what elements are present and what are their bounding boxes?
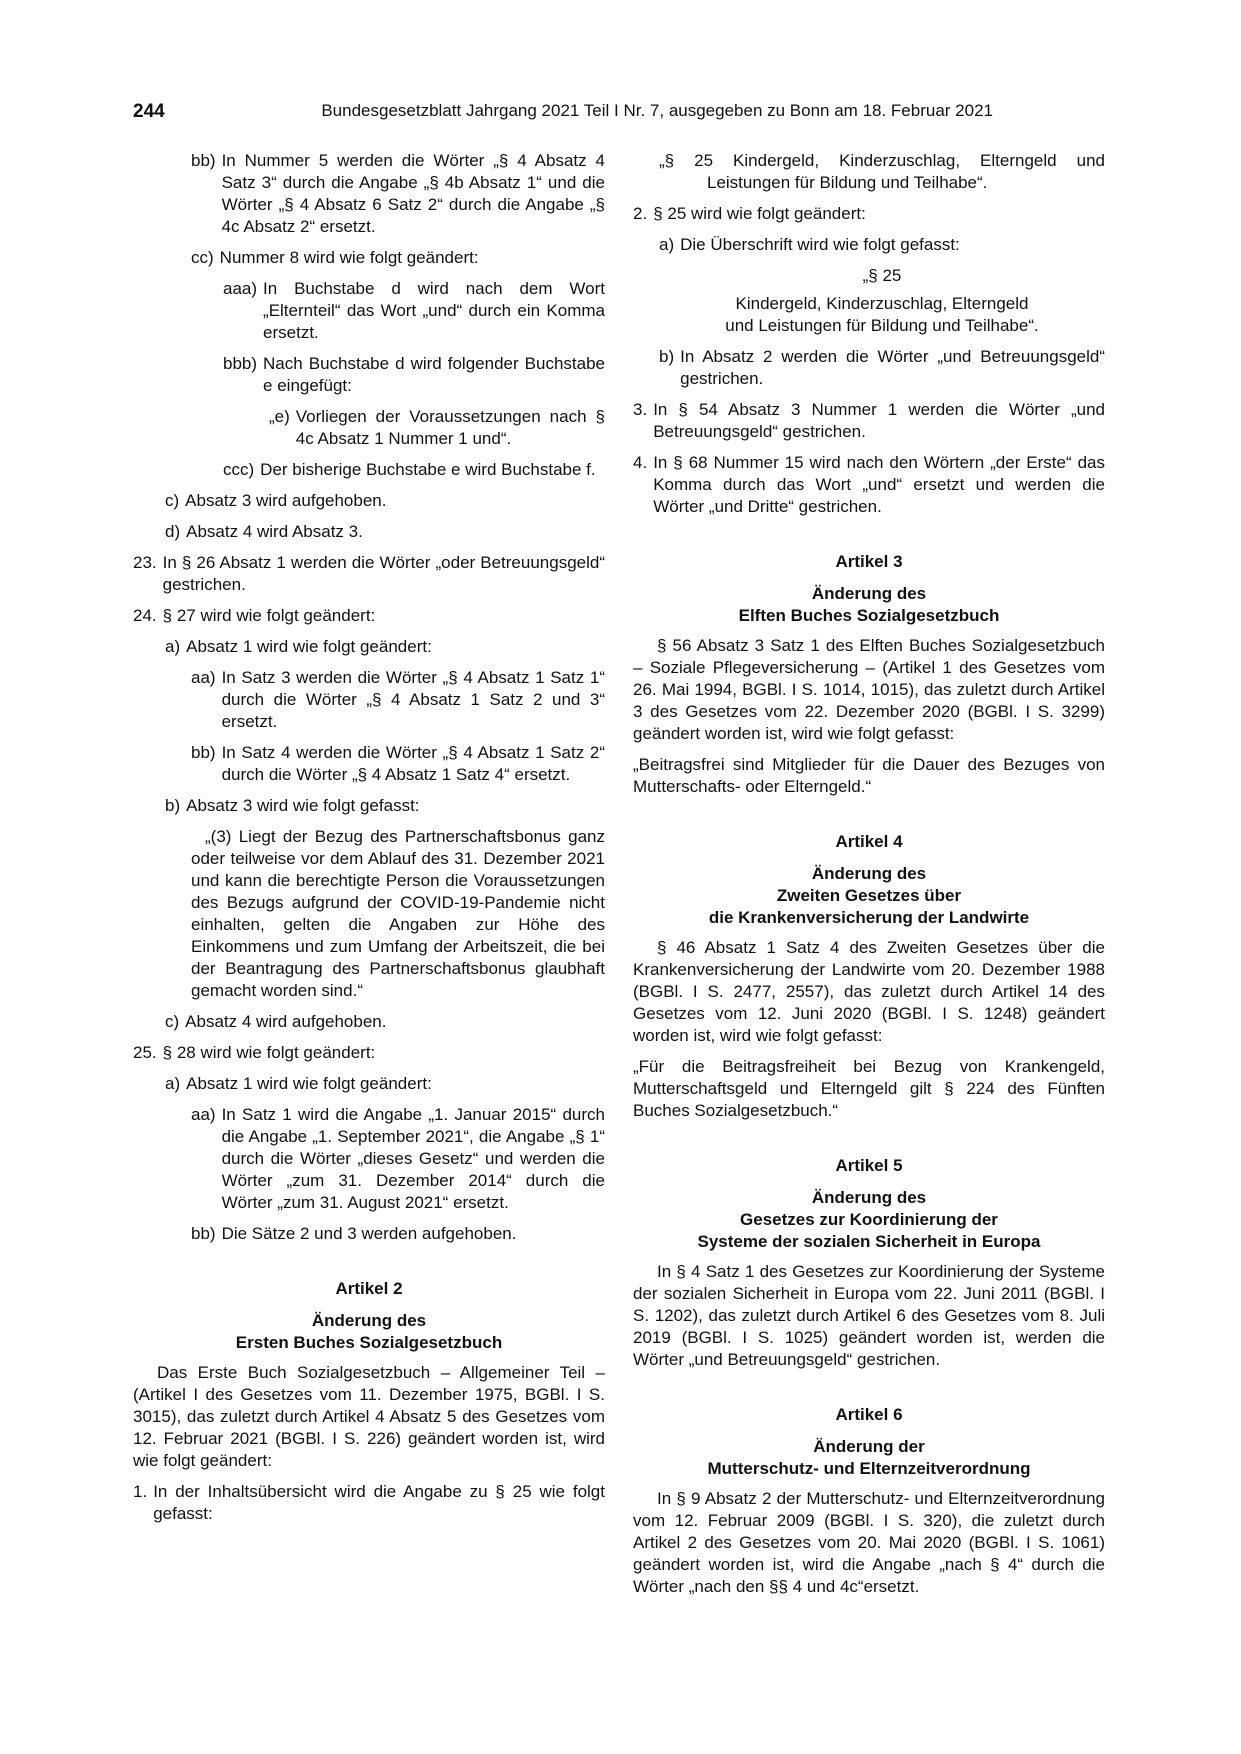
- item-text: Absatz 4 wird Absatz 3.: [186, 522, 363, 541]
- item-text: In Satz 4 werden die Wörter „§ 4 Absatz 1 Satz 2“ durch die Wörter „§ 4 Absatz 1 Satz 4“ ersetzt.: [221, 743, 605, 784]
- amendment-25: [133, 1042, 605, 1064]
- running-head: Bundesgesetzblatt Jahrgang 2021 Teil I Nr. 7, ausgegeben zu Bonn am 18. Februar 2021: [321, 101, 993, 120]
- article-2-item-1: [133, 1481, 605, 1525]
- right-column: [633, 150, 1105, 1607]
- item-label: ccc): [223, 460, 255, 479]
- item-text: Die Sätze 2 und 3 werden aufgehoben.: [221, 1224, 517, 1243]
- item-label: 23.: [133, 553, 157, 572]
- amendment-25-aa: [191, 1104, 605, 1214]
- item-text: Nach Buchstabe d wird folgender Buchstabe e eingefügt:: [263, 354, 605, 395]
- item-label: bb): [191, 1224, 216, 1243]
- item-label: „e): [269, 407, 290, 426]
- amendment-d: [165, 521, 605, 543]
- item-label: cc): [191, 248, 214, 267]
- item-label: c): [165, 491, 180, 510]
- item-label: bb): [191, 743, 216, 762]
- article-4-subtitle: Änderung des: [811, 864, 927, 883]
- item-label: 24.: [133, 606, 157, 625]
- article-3-subtitle: Elften Buches Sozialgesetzbuch: [738, 606, 1000, 625]
- article-2-heading: Artikel 2: [335, 1279, 403, 1298]
- item-text: „§ 25 Kindergeld, Kinderzuschlag, Elterngeld und Leistungen für Bildung und Teilhabe“.: [659, 151, 1105, 192]
- amendment-25-bb: [191, 1223, 605, 1245]
- article-3-quote: „Beitragsfrei sind Mitglieder für die Dauer des Bezuges von Mutterschafts- oder Elterngeld.“: [633, 755, 1105, 796]
- article-5-paragraph: In § 4 Satz 1 des Gesetzes zur Koordinierung der Systeme der sozialen Sicherheit in Europa vom 22. Juni 2011 (BGBl. I S. 1202), das zuletzt durch Artikel 6 des Gesetzes vom 8. Juli 2019 (BGBl. I S. 1025) geändert worden ist, werden die Wörter „und Betreuungsgeld“ gestrichen.: [633, 1262, 1105, 1369]
- amendment-bb: [191, 150, 605, 238]
- article-2-item-3: [633, 399, 1105, 443]
- article-6-paragraph: In § 9 Absatz 2 der Mutterschutz- und Elternzeitverordnung vom 12. Februar 2009 (BGBl. I S. 320), die zuletzt durch Artikel 2 des Gesetzes vom 20. Mai 2020 (BGBl. I S. 1061) geändert worden ist, wird die Angabe „nach § 4“ durch die Wörter „nach den §§ 4 und 4c“ersetzt.: [633, 1489, 1105, 1596]
- quoted-toc-entry: [659, 150, 1105, 194]
- quoted-paragraph-3: „(3) Liegt der Bezug des Partnerschaftsbonus ganz oder teilweise vor dem Ablauf des 31. Dezember 2021 und kann die berechtigte Person die Voraussetzungen des Bezugs aufgrund der COVID-19-Pandemie nicht einhalten, gelten die Angaben zur Höhe des Einkommens und zum Umfang der Arbeitszeit, die bei der Beantragung des Partnerschaftsbonus glaubhaft gemacht worden sind.“: [191, 827, 605, 1000]
- item-label: aa): [191, 1105, 216, 1124]
- article-4-paragraph: § 46 Absatz 1 Satz 4 des Zweiten Gesetzes über die Krankenversicherung der Landwirte vom 20. Dezember 1988 (BGBl. I S. 2477, 2557), das zuletzt durch Artikel 14 des Gesetzes vom 12. Juni 2020 (BGBl. I S. 1248) geändert worden ist, wird wie folgt gefasst:: [633, 938, 1105, 1045]
- item-text: In § 54 Absatz 3 Nummer 1 werden die Wörter „und Betreuungsgeld“ gestrichen.: [653, 400, 1105, 441]
- item-text: Absatz 1 wird wie folgt geändert:: [186, 1074, 432, 1093]
- item-label: 2.: [633, 204, 648, 223]
- item-text: Absatz 1 wird wie folgt geändert:: [186, 637, 432, 656]
- item-text: In Nummer 5 werden die Wörter „§ 4 Absatz 4 Satz 3“ durch die Angabe „§ 4b Absatz 1“ und die Wörter „§ 4 Absatz 6 Satz 2“ durch die Angabe „§ 4c Absatz 2“ ersetzt.: [221, 151, 605, 236]
- article-5-subtitle: Systeme der sozialen Sicherheit in Europa: [697, 1232, 1041, 1251]
- item-label: 4.: [633, 453, 648, 472]
- article-4-quote: „Für die Beitragsfreiheit bei Bezug von Krankengeld, Mutterschaftsgeld und Elterngeld gilt § 224 des Fünften Buches Sozialgesetzbuch.“: [633, 1057, 1105, 1120]
- article-3-subtitle: Änderung des: [811, 584, 927, 603]
- article-6-subtitle: Änderung der: [813, 1437, 925, 1456]
- amendment-24-b: [165, 795, 605, 817]
- section-25-number: „§ 25: [862, 266, 902, 285]
- article-2-item-2: [633, 203, 1105, 225]
- article-5-subtitle: Änderung des: [811, 1188, 927, 1207]
- item-label: a): [165, 1074, 181, 1093]
- article-6-subtitle: Mutterschutz- und Elternzeitverordnung: [707, 1459, 1031, 1478]
- amendment-24-c: [165, 1011, 605, 1033]
- page-header: [133, 101, 993, 127]
- item-label: bbb): [223, 354, 258, 373]
- amendment-24-a: [165, 636, 605, 658]
- amendment-24-bb: [191, 742, 605, 786]
- item-label: b): [165, 796, 181, 815]
- amendment-24: [133, 605, 605, 627]
- item-label: b): [659, 347, 675, 366]
- article-3-paragraph: § 56 Absatz 3 Satz 1 des Elften Buches Sozialgesetzbuch – Soziale Pflegeversicherung – (Artikel 1 des Gesetzes vom 26. Mai 1994, BGBl. I S. 1014, 1015), das zuletzt durch Artikel 3 des Gesetzes vom 22. Dezember 2020 (BGBl. I S. 3299) geändert worden ist, wird wie folgt gefasst:: [633, 636, 1105, 743]
- article-4-subtitle: die Krankenversicherung der Landwirte: [708, 908, 1030, 927]
- amendment-cc: [191, 247, 605, 269]
- item-text: § 27 wird wie folgt geändert:: [162, 606, 376, 625]
- item-label: 3.: [633, 400, 648, 419]
- item-text: In der Inhaltsübersicht wird die Angabe zu § 25 wie folgt gefasst:: [153, 1482, 605, 1523]
- article-5-subtitle: Gesetzes zur Koordinierung der: [740, 1210, 998, 1229]
- item-text: Absatz 3 wird aufgehoben.: [185, 491, 387, 510]
- item-text: In Absatz 2 werden die Wörter „und Betreuungsgeld“ gestrichen.: [680, 347, 1105, 388]
- amendment-23: [133, 552, 605, 596]
- item-text: Nummer 8 wird wie folgt geändert:: [219, 248, 479, 267]
- item-text: Vorliegen der Voraussetzungen nach § 4c Absatz 1 Nummer 1 und“.: [295, 407, 605, 448]
- article-2-item-2-b: [659, 346, 1105, 390]
- page-number: 244: [133, 101, 165, 122]
- section-25-title: Kindergeld, Kinderzuschlag, Elterngeld: [735, 294, 1029, 313]
- item-label: a): [165, 637, 181, 656]
- item-text: Der bisherige Buchstabe e wird Buchstabe f.: [260, 460, 596, 479]
- amendment-bbb: [223, 353, 605, 397]
- item-label: bb): [191, 151, 216, 170]
- item-text: Absatz 3 wird wie folgt gefasst:: [186, 796, 420, 815]
- item-label: 1.: [133, 1482, 148, 1501]
- item-label: d): [165, 522, 181, 541]
- item-text: In § 68 Nummer 15 wird nach den Wörtern „der Erste“ das Komma durch das Wort „und“ ersetzt und werden die Wörter „und Dritte“ gestrichen.: [653, 453, 1105, 516]
- amendment-c: [165, 490, 605, 512]
- item-text: Absatz 4 wird aufgehoben.: [185, 1012, 387, 1031]
- left-column: [133, 150, 605, 1534]
- amendment-25-a: [165, 1073, 605, 1095]
- item-label: 25.: [133, 1043, 157, 1062]
- article-2-subtitle: Änderung des: [311, 1311, 427, 1330]
- item-text: Die Überschrift wird wie folgt gefasst:: [680, 235, 960, 254]
- item-label: a): [659, 235, 675, 254]
- item-text: In § 26 Absatz 1 werden die Wörter „oder Betreuungsgeld“ gestrichen.: [162, 553, 605, 594]
- item-label: aa): [191, 668, 216, 687]
- item-label: aaa): [223, 279, 258, 298]
- article-3-heading: Artikel 3: [835, 552, 903, 571]
- article-5-heading: Artikel 5: [835, 1156, 903, 1175]
- inserted-letter-e: [269, 406, 605, 450]
- article-4-subtitle: Zweiten Gesetzes über: [776, 886, 962, 905]
- item-label: c): [165, 1012, 180, 1031]
- article-2-paragraph: Das Erste Buch Sozialgesetzbuch – Allgemeiner Teil – (Artikel I des Gesetzes vom 11. Dezember 1975, BGBl. I S. 3015), das zuletzt durch Artikel 4 Absatz 5 des Gesetzes vom 12. Februar 2021 (BGBl. I S. 226) geändert worden ist, wird wie folgt geändert:: [133, 1363, 605, 1470]
- item-text: § 25 wird wie folgt geändert:: [653, 204, 866, 223]
- amendment-ccc: [223, 459, 605, 481]
- item-text: In Satz 1 wird die Angabe „1. Januar 2015“ durch die Angabe „1. September 2021“, die Angabe „§ 1“ durch die Wörter „dieses Gesetz“ und werden die Wörter „zum 31. Dezember 2014“ durch die Wörter „zum 31. August 2021“ ersetzt.: [221, 1105, 605, 1212]
- amendment-24-aa: [191, 667, 605, 733]
- article-6-heading: Artikel 6: [835, 1405, 903, 1424]
- article-4-heading: Artikel 4: [835, 832, 903, 851]
- amendment-aaa: [223, 278, 605, 344]
- article-2-item-4: [633, 452, 1105, 518]
- section-25-title: und Leistungen für Bildung und Teilhabe“.: [725, 316, 1039, 335]
- item-text: § 28 wird wie folgt geändert:: [162, 1043, 376, 1062]
- article-2-item-2-a: [659, 234, 1105, 256]
- item-text: In Buchstabe d wird nach dem Wort „Elternteil“ das Wort „und“ durch ein Komma ersetzt.: [263, 279, 605, 342]
- article-2-subtitle: Ersten Buches Sozialgesetzbuch: [235, 1333, 503, 1352]
- item-text: In Satz 3 werden die Wörter „§ 4 Absatz 1 Satz 1“ durch die Wörter „§ 4 Absatz 1 Satz 2 und 3“ ersetzt.: [221, 668, 605, 731]
